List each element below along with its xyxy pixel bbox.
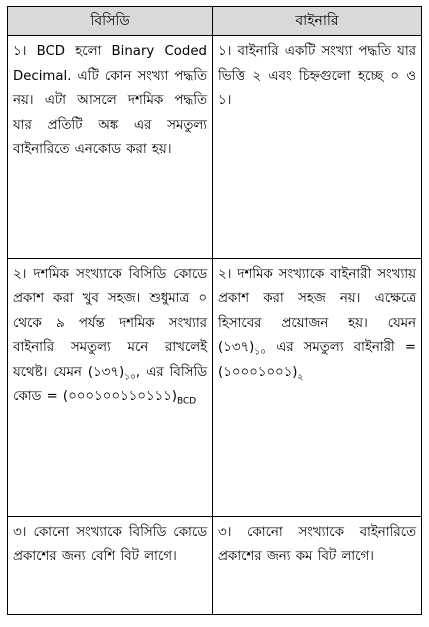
- header-binary: বাইনারি: [213, 7, 422, 36]
- subscript: ১০: [124, 372, 136, 383]
- cell-text: ৩। কোনো সংখ্যাকে বিসিডি কোডে প্রকাশের জন্য বেশি বিট লাগে।: [13, 524, 207, 565]
- cell-text: [218, 263, 416, 386]
- text-run: এর সমতুল্য বাইনারী = (১০০০১০০১): [218, 340, 416, 380]
- cell-text: ৩। কোনো সংখ্যাকে বাইনারিতে প্রকাশের জন্য কম বিট লাগে।: [218, 524, 416, 565]
- text-run: , এর বিসিডি কোড = (০০০১০০১১০১১১): [13, 364, 208, 405]
- table-row: [8, 36, 422, 259]
- subscript: ২: [297, 372, 304, 383]
- text-run: ২। দশমিক সংখ্যাকে বাইনারী সংখ্যায় প্রকাশ করা সহজ নয়। এক্ষেত্রে হিসাবের প্রয়োজন হয়। যেমন (১৩৭): [218, 266, 416, 356]
- table-row: [8, 516, 422, 614]
- table-cell-binary: [213, 516, 422, 614]
- subscript: ১০: [254, 347, 266, 358]
- table-cell-bcd: [8, 258, 213, 516]
- table-row: [8, 258, 422, 516]
- text-run: ২। দশমিক সংখ্যাকে বিসিডি কোডে প্রকাশ করা খুব সহজ। শুধুমাত্র ০ থেকে ৯ পর্যন্ত দশমিক সংখ্যার বাইনারি সমতুল্য মনে রাখলেই যথেষ্ট। যেমন (১৩৭): [13, 266, 207, 380]
- header-bcd: বিসিডি: [8, 7, 213, 36]
- cell-text: [13, 263, 207, 410]
- subscript: BCD: [176, 396, 197, 407]
- table-cell-binary: [213, 258, 422, 516]
- table-cell-bcd: [8, 36, 213, 259]
- table-cell-bcd: [8, 516, 213, 614]
- table-cell-binary: [213, 36, 422, 259]
- table-header-row: [8, 7, 422, 36]
- bcd-binary-comparison-table: [7, 6, 422, 615]
- cell-text: ১। বাইনারি একটি সংখ্যা পদ্ধতি যার ভিত্তি ২ এবং চিহ্নগুলো হচ্ছে ০ ও ১।: [218, 44, 416, 108]
- cell-text: ১। BCD হলো Binary Coded Decimal. এটি কোন সংখ্যা পদ্ধতি নয়। এটা আসলে দশমিক পদ্ধতি যার প্রতিটি অঙ্ক এর সমতুল্য বাইনারিতে এনকোড করা হয়।: [13, 44, 207, 157]
